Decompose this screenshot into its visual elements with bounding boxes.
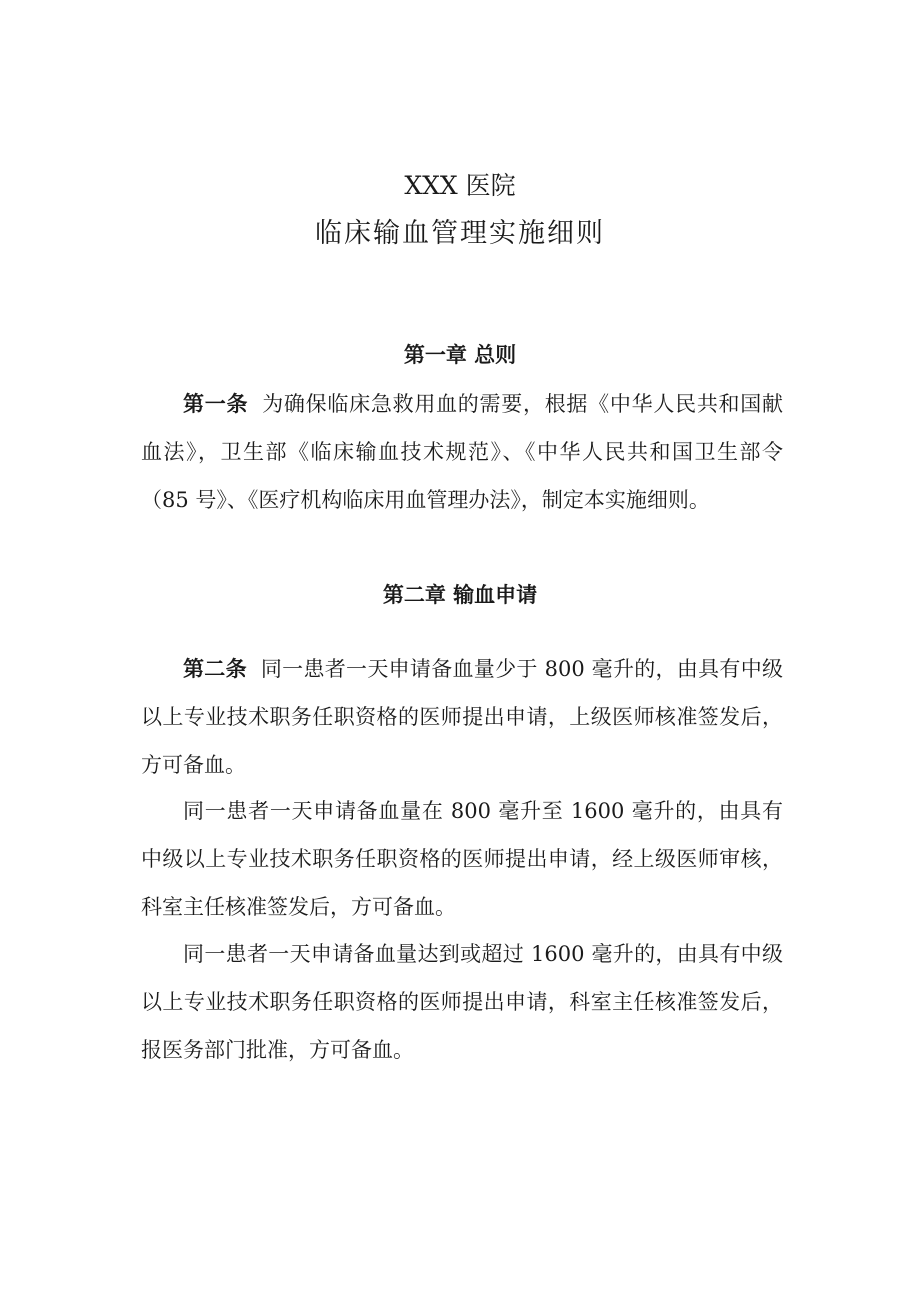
article-1-text: 为确保临床急救用血的需要，根据《中华人民共和国献血法》，卫生部《临床输血技术规范》、《中华人民共和国卫生部令（85 号》、《医疗机构临床用血管理办法》，制定本实施细则。 [141, 392, 784, 512]
article-1 [141, 380, 783, 524]
article-1-label: 第一条 [183, 392, 249, 416]
hospital-title: XXX 医院 [404, 171, 516, 200]
article-2-paragraph-2: 同一患者一天申请备血量在 800 毫升至 1600 毫升的，由具有中级以上专业技术职务任职资格的医师提出申请，经上级医师审核，科室主任核准签发后，方可备血。 [141, 799, 783, 919]
article-2-paragraph-3: 同一患者一天申请备血量达到或超过 1600 毫升的，由具有中级以上专业技术职务任职资格的医师提出申请，科室主任核准签发后，报医务部门批准，方可备血。 [141, 942, 783, 1062]
document-title: 临床输血管理实施细则 [315, 218, 605, 249]
chapter-1-heading: 第一章 总则 [403, 343, 517, 367]
article-2 [141, 645, 783, 789]
article-2-text: 同一患者一天申请备血量少于 800 毫升的，由具有中级以上专业技术职务任职资格的医师提出申请，上级医师核准签发后，方可备血。 [141, 657, 783, 777]
article-2-label: 第二条 [183, 657, 247, 681]
chapter-2-heading: 第二章 输血申请 [382, 583, 538, 607]
